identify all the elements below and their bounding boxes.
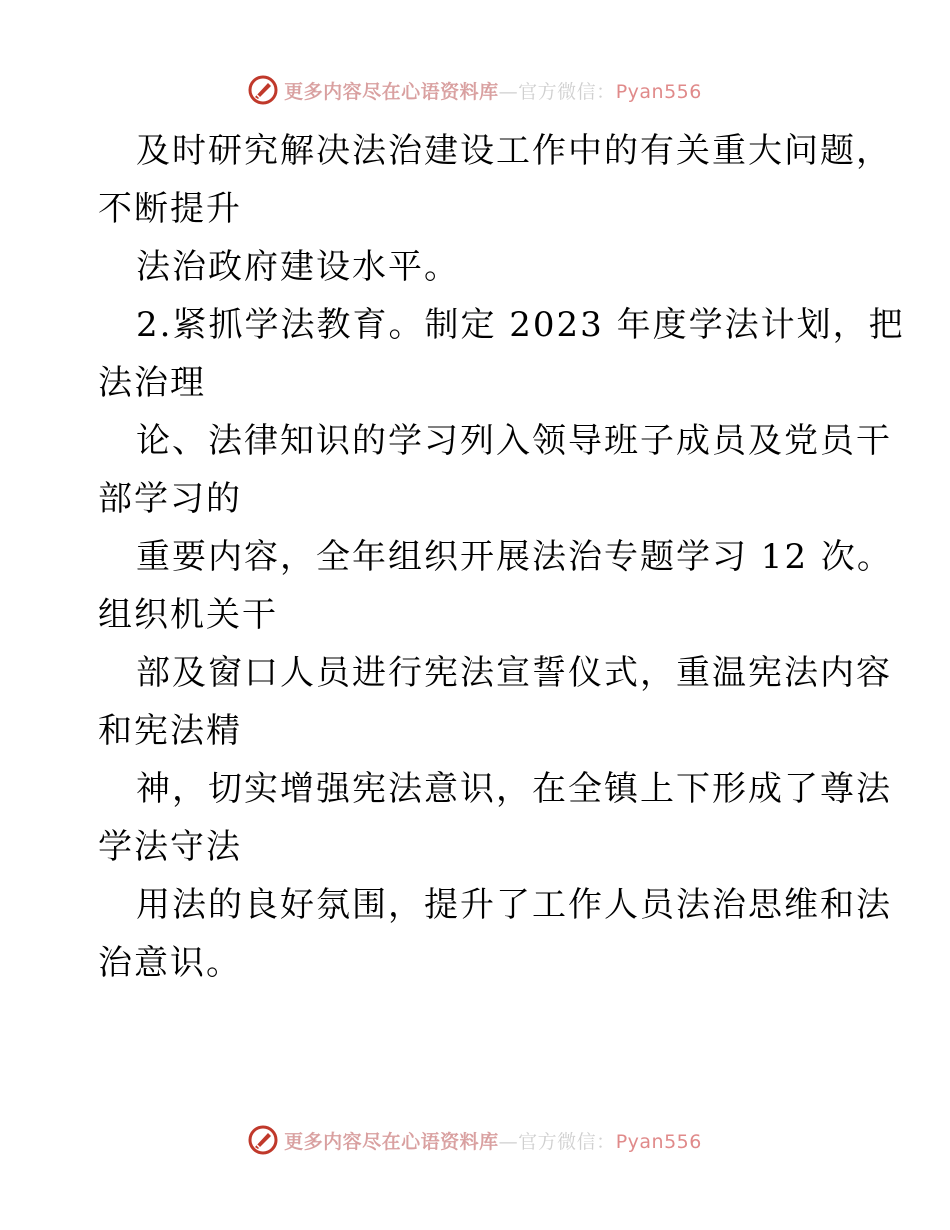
footer-banner-wechat-label: 官方微信： <box>518 1130 616 1153</box>
body-line: 学法守法 <box>98 827 242 867</box>
header-banner-wechat-id: Pyan556 <box>615 80 702 103</box>
header-banner-text <box>284 77 702 104</box>
body-line: 治意识。 <box>98 943 242 983</box>
body-line: 法治理 <box>98 363 206 403</box>
header-banner-lead: 更多内容尽在心语资料库 <box>284 80 499 103</box>
body-line: 用法的良好氛围，提升了工作人员法治思维和法 <box>136 885 892 925</box>
footer-banner-separator: — <box>498 1130 519 1153</box>
body-line: 重要内容，全年组织开展法治专题学习 12 次。 <box>136 537 893 577</box>
body-line: 2.紧抓学法教育。制定 2023 年度学法计划，把 <box>136 305 905 345</box>
quill-logo-icon <box>248 75 278 105</box>
body-line: 部学习的 <box>98 479 242 519</box>
document-body <box>98 122 905 992</box>
body-line: 神，切实增强宪法意识，在全镇上下形成了尊法 <box>136 769 892 809</box>
body-line: 不断提升 <box>98 189 242 229</box>
header-watermark-banner <box>0 70 950 110</box>
body-line: 论、法律知识的学习列入领导班子成员及党员干 <box>136 421 892 461</box>
footer-banner-lead: 更多内容尽在心语资料库 <box>284 1130 499 1153</box>
header-banner-separator: — <box>498 80 519 103</box>
body-line: 法治政府建设水平。 <box>136 247 460 287</box>
header-banner-wechat-label: 官方微信： <box>518 80 616 103</box>
body-line: 组织机关干 <box>98 595 278 635</box>
body-line: 及时研究解决法治建设工作中的有关重大问题， <box>136 131 892 171</box>
footer-watermark-banner <box>0 1120 950 1160</box>
quill-logo-icon <box>248 1125 278 1155</box>
body-line: 和宪法精 <box>98 711 242 751</box>
footer-banner-wechat-id: Pyan556 <box>615 1130 702 1153</box>
footer-banner-text <box>284 1127 702 1154</box>
body-line: 部及窗口人员进行宪法宣誓仪式，重温宪法内容 <box>136 653 892 693</box>
